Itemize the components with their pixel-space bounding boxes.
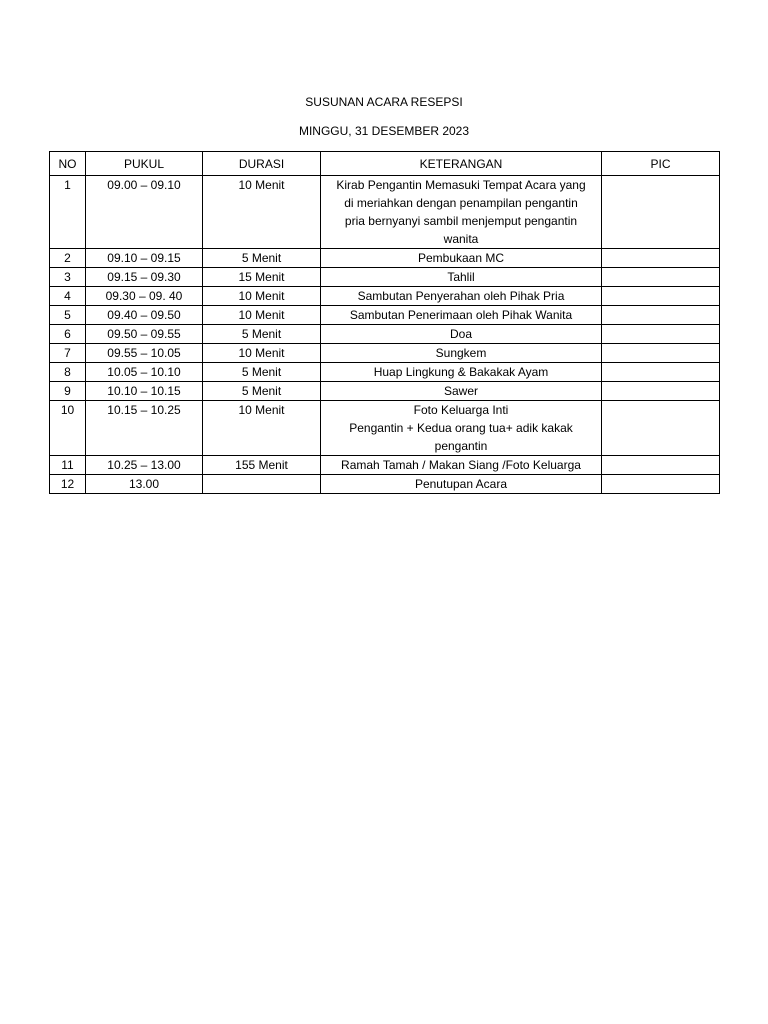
cell-no: 12	[50, 475, 86, 494]
cell-no: 10	[50, 401, 86, 456]
keterangan-line: Tahlil	[447, 270, 475, 284]
cell-durasi: 10 Menit	[203, 287, 321, 306]
keterangan-line: Sambutan Penyerahan oleh Pihak Pria	[357, 289, 565, 303]
table-row	[50, 306, 720, 325]
cell-pukul: 13.00	[86, 475, 203, 494]
table-header	[50, 152, 720, 176]
cell-durasi: 15 Menit	[203, 268, 321, 287]
cell-pic	[602, 363, 720, 382]
keterangan-line: pria bernyanyi sambil menjemput pengantin	[344, 214, 578, 228]
cell-pukul: 09.55 – 10.05	[86, 344, 203, 363]
cell-no: 2	[50, 249, 86, 268]
cell-durasi: 155 Menit	[203, 456, 321, 475]
cell-pukul: 10.15 – 10.25	[86, 401, 203, 456]
cell-durasi: 10 Menit	[203, 306, 321, 325]
keterangan-line: Kirab Pengantin Memasuki Tempat Acara yang	[336, 178, 586, 192]
cell-pukul: 09.50 – 09.55	[86, 325, 203, 344]
cell-pukul: 09.15 – 09.30	[86, 268, 203, 287]
cell-pukul: 10.25 – 13.00	[86, 456, 203, 475]
table-row	[50, 268, 720, 287]
keterangan-line: Huap Lingkung & Bakakak Ayam	[373, 365, 549, 379]
cell-pic	[602, 268, 720, 287]
table-row	[50, 249, 720, 268]
cell-keterangan	[321, 306, 602, 325]
cell-pic	[602, 249, 720, 268]
cell-pukul: 09.40 – 09.50	[86, 306, 203, 325]
cell-durasi	[203, 475, 321, 494]
cell-pukul: 10.05 – 10.10	[86, 363, 203, 382]
keterangan-line: Sungkem	[435, 346, 487, 360]
cell-durasi: 10 Menit	[203, 176, 321, 249]
cell-no: 7	[50, 344, 86, 363]
cell-durasi: 5 Menit	[203, 325, 321, 344]
keterangan-line: di meriahkan dengan penampilan pengantin	[344, 196, 578, 210]
cell-durasi: 5 Menit	[203, 382, 321, 401]
cell-no: 9	[50, 382, 86, 401]
cell-pukul: 09.30 – 09. 40	[86, 287, 203, 306]
cell-pic	[602, 382, 720, 401]
cell-pic	[602, 287, 720, 306]
cell-pic	[602, 176, 720, 249]
document-date: MINGGU, 31 DESEMBER 2023	[298, 124, 470, 138]
table-body	[50, 176, 720, 494]
table-row	[50, 363, 720, 382]
keterangan-line: Pembukaan MC	[417, 251, 505, 265]
keterangan-line: Sambutan Penerimaan oleh Pihak Wanita	[349, 308, 573, 322]
header-no: NO	[50, 152, 86, 176]
cell-pic	[602, 344, 720, 363]
cell-no: 3	[50, 268, 86, 287]
cell-durasi: 10 Menit	[203, 344, 321, 363]
keterangan-line: Sawer	[443, 384, 478, 398]
cell-pic	[602, 325, 720, 344]
cell-pukul: 09.10 – 09.15	[86, 249, 203, 268]
header-pic: PIC	[602, 152, 720, 176]
table-row	[50, 287, 720, 306]
cell-keterangan	[321, 363, 602, 382]
cell-no: 5	[50, 306, 86, 325]
document-title: SUSUNAN ACARA RESEPSI	[305, 95, 463, 109]
cell-pukul: 10.10 – 10.15	[86, 382, 203, 401]
cell-keterangan	[321, 268, 602, 287]
cell-durasi: 10 Menit	[203, 401, 321, 456]
cell-pic	[602, 306, 720, 325]
table-row	[50, 475, 720, 494]
cell-keterangan	[321, 344, 602, 363]
cell-keterangan	[321, 249, 602, 268]
cell-keterangan	[321, 401, 602, 456]
cell-pukul: 09.00 – 09.10	[86, 176, 203, 249]
cell-no: 8	[50, 363, 86, 382]
cell-durasi: 5 Menit	[203, 249, 321, 268]
keterangan-line: Doa	[449, 327, 472, 341]
cell-no: 1	[50, 176, 86, 249]
cell-keterangan	[321, 287, 602, 306]
cell-pic	[602, 475, 720, 494]
schedule-table	[49, 151, 720, 494]
cell-pic	[602, 401, 720, 456]
header-row	[50, 152, 720, 176]
header-durasi: DURASI	[203, 152, 321, 176]
cell-pic	[602, 456, 720, 475]
header-keterangan: KETERANGAN	[321, 152, 602, 176]
keterangan-line: Foto Keluarga Inti	[413, 403, 509, 417]
cell-durasi: 5 Menit	[203, 363, 321, 382]
table-row	[50, 401, 720, 456]
keterangan-line: Ramah Tamah / Makan Siang /Foto Keluarga	[341, 458, 581, 472]
keterangan-line: Penutupan Acara	[414, 477, 508, 491]
table-row	[50, 344, 720, 363]
header-pukul: PUKUL	[86, 152, 203, 176]
cell-keterangan	[321, 475, 602, 494]
table-row	[50, 382, 720, 401]
keterangan-line: Pengantin + Kedua orang tua+ adik kakak	[349, 421, 573, 435]
cell-no: 6	[50, 325, 86, 344]
cell-no: 4	[50, 287, 86, 306]
cell-keterangan	[321, 325, 602, 344]
table-row	[50, 325, 720, 344]
cell-keterangan	[321, 176, 602, 249]
cell-keterangan	[321, 382, 602, 401]
keterangan-line: wanita	[443, 232, 479, 246]
table-row	[50, 456, 720, 475]
cell-no: 11	[50, 456, 86, 475]
keterangan-line: pengantin	[434, 439, 488, 453]
cell-keterangan	[321, 456, 602, 475]
table-row	[50, 176, 720, 249]
